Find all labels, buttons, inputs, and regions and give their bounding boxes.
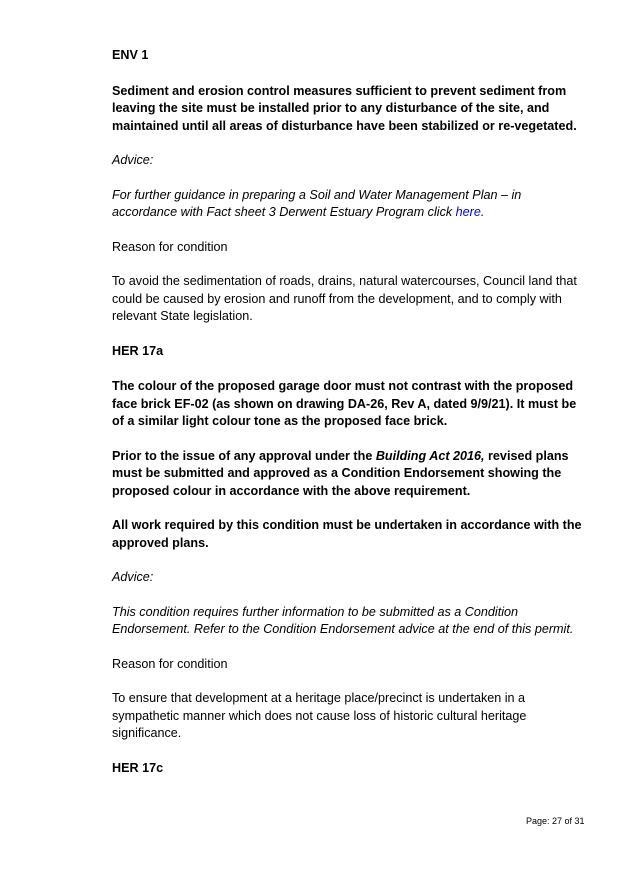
condition-2-end: revised plans must be submitted and approved as a Condition Endorsement showing the proposed colour in accordance with the above requirement.: [112, 448, 569, 498]
reason-label-env1: Reason for condition: [112, 239, 228, 254]
advice-body-env1: For further guidance in preparing a Soil and Water Management Plan – in accordance with Fact sheet 3 Derwent Estuary Program click: [112, 187, 522, 219]
reason-text-her17a: To ensure that development at a heritage place/precinct is undertaken in a sympathetic manner which does not cause loss of historic cultural heritage significance.: [112, 691, 527, 740]
advice-text-her17a: This condition requires further information to be submitted as a Condition Endorsement. Refer to the Condition Endorsement advice at the end of this permit.: [112, 604, 574, 636]
condition-text-her17a-1: The colour of the proposed garage door must not contrast with the proposed face brick EF-02 (as shown on drawing DA-26, Rev A, dated 9/9/21). It must be of a similar light colour tone as the proposed face brick.: [112, 379, 577, 428]
advice-label-env1: Advice:: [112, 153, 154, 167]
condition-text-env1: Sediment and erosion control measures sufficient to prevent sediment from leaving the site must be installed prior to any disturbance of the site, and maintained until all areas of disturbance have been stabilized or re-vegetated.: [112, 83, 577, 133]
building-act-reference: Building Act 2016,: [375, 448, 485, 463]
reason-text-env1: To avoid the sedimentation of roads, drains, natural watercourses, Council land that could be caused by erosion and runoff from the development, and to comply with relevant State legislation.: [112, 274, 577, 323]
page-content: [112, 47, 588, 777]
advice-end-env1: .: [480, 205, 485, 219]
page-number: Page: 27 of 31: [526, 816, 585, 826]
condition-text-her17a-3: All work required by this condition must be undertaken in accordance with the approved plans.: [112, 518, 582, 550]
reason-label-her17a: Reason for condition: [112, 656, 228, 671]
advice-text-env1: [112, 187, 588, 222]
advice-label-her17a: Advice:: [112, 570, 154, 584]
section-heading-her17a: HER 17a: [112, 343, 164, 358]
condition-2-start: Prior to the issue of any approval under the: [112, 448, 376, 463]
section-heading-her17c: HER 17c: [112, 760, 164, 775]
condition-text-her17a-2: [112, 448, 588, 501]
here-link[interactable]: here: [455, 205, 481, 219]
section-heading-env1: ENV 1: [112, 48, 149, 62]
